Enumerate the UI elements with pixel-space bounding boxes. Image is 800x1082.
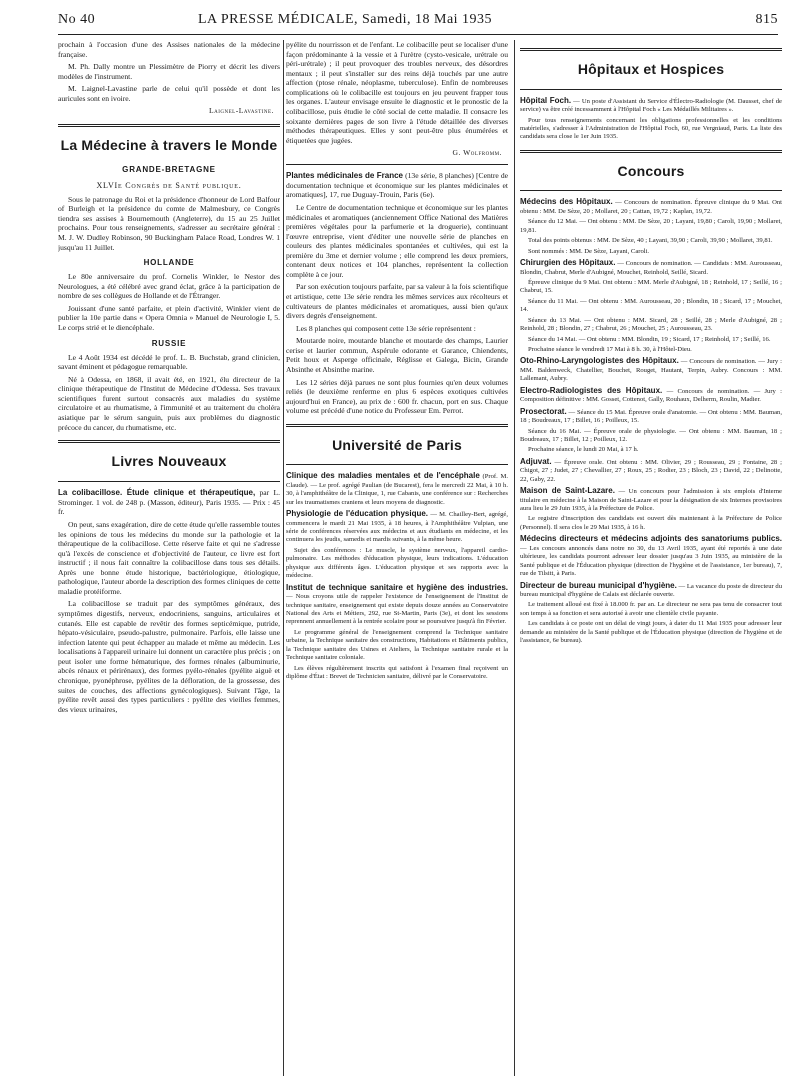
paragraph: Sous le patronage du Roi et la présidence d'honneur de Lord Balfour of Burleigh et la présidence du comte de Malmesbury, ce Congrès tiendra ses assises à Bournemouth (Angleterre), du 15 au 25 Juillet prochains. Pour tous renseignements, s'adresser au secrétaire général : M. J. W. Dudley Robinson, 90 Buckingham Palace Road, Londres W. 1 jusqu'au 11 Juillet. [58, 194, 280, 252]
notice-text: — Concours de nomination. Épreuve clinique du 9 Mai. Ont obtenu : MM. De Sèze, 20 ; Mollaret, 20 ; Cattan, 19,72 ; Kaplan, 19,72. [520, 199, 782, 215]
paragraph: Séance du 11 Mai. — Ont obtenu : MM. Aurousseau, 20 ; Blondin, 18 ; Sicard, 17 ; Mouchet, 14. [520, 297, 782, 314]
paragraph: Total des points obtenus : MM. De Sèze, 40 ; Layani, 39,90 ; Caroli, 39,90 ; Mollaret, 39,81. [528, 237, 773, 245]
paragraph: Le programme général de l'enseignement comprend la Technique sanitaire urbaine, la Technique sanitaire des constructions, Habitations et Bâtiments publics, la Technique sanitaire des Usines et Ateliers, la Technique sanitaire rurale et la Technique sanitaire coloniale. [286, 628, 508, 662]
book-title: Plantes médicinales de France [286, 170, 404, 180]
paragraph: Sont nommés : MM. De Sèze, Layani, Caroli. [528, 247, 650, 255]
section-rule [58, 440, 280, 443]
paragraph: Séance du 16 Mai. — Épreuve orale de physiologie. — Ont obtenu : MM. Bauman, 18 ; Boudreaux, 17 ; Billet, 12 ; Poilleux, 12. [520, 427, 782, 443]
section-title: Livres Nouveaux [111, 453, 227, 470]
notice-text: — M. Chailley-Bert, agrégé, commencera le mardi 21 Mai 1935, à 18 heures, à l'Amphithéâtre Vulpian, une série de conférences réservées aux médecins et aux étudiants en médecine, et les continuera les jeudis, samedis et mardis suivants, à la même heure. [286, 511, 508, 544]
column-1 [58, 40, 280, 1076]
notice-title: Directeur de bureau municipal d'hygiène. [520, 580, 677, 590]
paragraph: Le 80e anniversaire du prof. Cornelis Winkler, le Nestor des Neurologues, a été célébré avec grand éclat, grâce à la participation de nombre de ses collègues de Hollande et de l'Étranger. [58, 272, 280, 301]
section-title: Université de Paris [332, 436, 462, 453]
concours-notices [520, 197, 782, 645]
paragraph: Pour tous renseignements concernant les obligations professionnelles et les conditions matérielles, s'adresser à l'Administration de l'Hôpital Foch, 60, rue Vergniaud, Paris. La liste des candidats sera close le 1er Juin 1935. [520, 116, 782, 141]
paragraph: M. Laignel-Lavastine parle de celui qu'il possède et dont les auricules sont en ivoire. [58, 84, 280, 103]
notice-text: — Séance du 15 Mai. Épreuve orale d'anatomie. — Ont obtenu : MM. Bauman, 18 ; Boudreaux, 17 ; Billet, 16 ; Poilleux, 15. [520, 408, 782, 425]
column-2 [286, 40, 508, 1076]
paragraph: Moutarde noire, moutarde blanche et moutarde des champs, Laurier cerise et laurier commun, Aspérule odorante et Garance, Chiendents, Petit houx et Asperge officinale, Réglisse et Galega, Bicin, Grande Absinthe et Absinthe marine. [286, 336, 508, 374]
notice-text: — La vacance du poste de directeur du bureau municipal d'hygiène de Calais est déclarée ouverte. [520, 582, 782, 598]
signature: G. Wolfromm. [452, 148, 502, 158]
paragraph: Les élèves régulièrement inscrits qui satisfont à l'examen final reçoivent un diplôme d'État : Brevet de Technicien sanitaire, délivré par le Conservatoire. [286, 664, 508, 681]
paragraph: On peut, sans exagération, dire de cette étude qu'elle rassemble toutes les opinions de tous les médecins du monde sur la pathologie et la thérapeutique de la colibacillose. Cette réserve faite et qui ne s'adresse qu'à l'excès de conscience et d'objectivité de l'auteur, ce livre est fort instructif ; il nous fait connaître la colibacillose dans tous ses détails. Après une bonne étude historique, bactériologique, étiologique, pathologique, l'auteur aborde la description des formes cliniques de cette maladie protéiforme. [58, 519, 280, 596]
paragraph: Par son exécution toujours parfaite, par sa valeur à la fois scientifique et artistique, cette 13e série rendra les mêmes services aux récolteurs et cultivateurs de plantes médicinales et aromatiques, aussi bien qu'aux divers degrés d'enseignement. [286, 282, 508, 321]
signature: Laignel-Lavastine. [208, 106, 274, 116]
header-rule [58, 34, 778, 35]
notice-text: (Prof. M. Claude). — Le prof. agrégé Paulian (de Bucarest), fera le mercredi 22 Mai, à 10 h. 30, à l'amphithéâtre de la Clinique, 1, rue Cabanis, une conférence sur : Recherches sur les traumatismes craniens et leurs moyens de diagnostic. [286, 473, 508, 506]
section-title: Concours [617, 162, 685, 179]
paragraph: Né à Odessa, en 1868, il avait été, en 1921, élu directeur de la clinique thérapeutique de l'Institut de Médecine d'Odessa. Ses travaux scientifiques furent surtout consacrés aux maladies du système circulatoire et au rhumatisme, à l'immunité et au traitement du choléra asiatique par le sérum sanguin, puis aux problèmes du diagnostic précoce du cancer, du rhumatisme, etc. [58, 374, 280, 432]
notice-text: — Concours de nomination. — Candidats : MM. Aurousseau, Blondin, Chabrut, Merle d'Aubigné, Mouchet, Reinhold, Seillé, Sicard. [520, 260, 782, 276]
notice-text: — Nous croyons utile de rappeler l'existence de l'enseignement de l'Institut de technique sanitaire, enseignement qui existe depuis douze années au Conservatoire National des Arts et Métiers, 292, rue St-Martin, Paris (3e), et dont les sessions reprennent annuellement à la rentrée scolaire pour se poursuivre jusqu'à fin Février. [286, 593, 508, 626]
page-number: 815 [755, 12, 778, 27]
section-rule [520, 190, 782, 191]
paragraph: Les 8 planches qui composent cette 13e série représentent : [296, 323, 476, 333]
section-rule [520, 89, 782, 90]
notice-title: Médecins directeurs et médecins adjoints des sanatoriums publics. [520, 534, 782, 544]
book-reference: (13e série, 8 planches) [Centre de documentation technique et économique sur les plantes médicinales et aromatiques], 17, rue Duguay-Trouin, Paris (6e). [286, 170, 508, 200]
paragraph: M. Ph. Dally montre un Plessimètre de Piorry et décrit les divers modèles de l'instrument. [58, 62, 280, 81]
congress-heading: XLVIe Congrès de Santé publique. [96, 180, 242, 190]
book-reference: par L. Strominger. 1 vol. de 248 p. (Masson, éditeur), Paris 1935. — Prix : 45 fr. [58, 487, 280, 517]
separator [286, 164, 508, 165]
paragraph: prochain à l'occasion d'une des Assises nationales de la médecine française. [58, 40, 280, 59]
paragraph: La colibacillose se traduit par des symptômes généraux, des symptômes digestifs, nerveux, endocriniens, sanguins, articulaires et cutanés. Elle est capable de revêtir des formes septicémique, putride, hépato-vésiculaire, pseudo-palustre, pulmonaire. Parfois, elle laisse une infection latente qui peut échapper au malade et même au médecin. Les localisations à l'appareil urinaire lui donnent un caractère plus précis ; on peut isoler une forme hématurique, des formes rénales (albuminurie, abcès rénaux et périrénaux), des formes pyélo-rénales (pyélite aiguë et chronique, pyonéphrose, pyélites de la défloration, de la grossesse, des suites de couches, des affections gynécologiques). Suivant l'âge, la pyélite revêt aussi des types particuliers : pyélite des vieilles femmes, des vieux urinaires, [58, 599, 280, 714]
paragraph: Sujet des conférences : Le muscle, le système nerveux, l'appareil cardio-pulmonaire. Les méthodes d'éducation physique, leurs indications. L'éducation physique aux différents âges. L'éducation physique et ses rapports avec la médecine. [286, 546, 508, 580]
section-rule [286, 424, 508, 427]
journal-title: LA PRESSE MÉDICALE, Samedi, 18 Mai 1935 [198, 12, 493, 27]
page-header [58, 12, 778, 32]
notice-title: Institut de technique sanitaire et hygiène des industries. [286, 582, 508, 592]
book-title: La colibacillose. Étude clinique et thérapeutique, [58, 487, 256, 497]
paragraph: Séance du 12 Mai. — Ont obtenu : MM. De Sèze, 20 ; Layani, 19,80 ; Caroli, 19,90 ; Mollaret, 19,81. [520, 218, 782, 234]
country-heading: GRANDE-BRETAGNE [122, 164, 216, 174]
notice-text: — Les concours annoncés dans notre no 30, du 13 Avril 1935, ayant été reportés à une date ultérieure, les candidats pourront adresser leur dossier jusqu'au 3 Juin 1935, au ministère de la Santé publique et de l'Éducation physique (direction de l'hygiène et de l'assistance, 1er bureau), 7, rue de Tilsitt, à Paris. [520, 544, 782, 578]
section-rule [286, 464, 508, 465]
notice-text: — Concours de nomination. — Jury : Composition définitive : MM. Gosset, Cottenot, Gally, Rouhaux, Delherm, Roulin, Madier. [520, 387, 782, 404]
notice-title: Adjuvat. [520, 456, 552, 466]
country-heading: HOLLANDE [143, 258, 195, 268]
notice-text: — Épreuve orale. Ont obtenu : MM. Olivier, 29 ; Rousseau, 29 ; Fontaine, 28 ; Chigot, 27 ; Judet, 27 ; Chevallier, 27 ; Roux, 25 ; Rodier, 23 ; Bloch, 23 ; David, 22 ; Delinotte, 22, Gaby, 22. [520, 458, 782, 483]
paragraph: Jouissant d'une santé parfaite, et plein d'activité, Winkler vient de publier la 10e partie dans « Opera Omnia » Manuel de Neurologie I, 5. Le corps strié et le diencéphale. [58, 303, 280, 332]
paragraph: Séance du 14 Mai. — Ont obtenu : MM. Blondin, 19 ; Sicard, 17 ; Reinhold, 17 ; Seillé, 16. [528, 335, 771, 343]
section-rule [520, 48, 782, 51]
notice-title: Prosectorat. [520, 406, 567, 416]
column-divider [514, 40, 515, 1076]
paragraph: Le registre d'inscription des candidats est ouvert dès maintenant à la Préfecture de Police (Personnel). Il sera clos le 29 Mai 1935, à 16 h. [520, 515, 782, 531]
section-title: Hôpitaux et Hospices [577, 61, 725, 77]
notice-text: — Concours de nomination. — Jury : MM. Baldenweck, Chatellier, Bouchet, Rouget, Hautant, Terpin, Aubry. Concours : MM. Lallemant, Aubry. [520, 358, 782, 383]
paragraph: Épreuve clinique du 9 Mai. Ont obtenu : MM. Merle d'Aubigné, 18 ; Reinhold, 17 ; Seillé, 16 ; Chabrut, 15. [520, 278, 782, 295]
notice-title: Clinique des maladies mentales et de l'encéphale [286, 471, 480, 481]
section-rule [520, 150, 782, 153]
paragraph: Les candidats à ce poste ont un délai de vingt jours, à dater du 11 Mai 1935 pour adresser leur demande au ministère de la Santé publique et de l'Éducation physique (direction de l'hygiène et de l'assistance, 6e bureau). [520, 620, 782, 645]
country-heading: RUSSIE [151, 338, 187, 348]
paragraph: Séance du 13 Mai. — Ont obtenu : MM. Sicard, 28 ; Seillé, 28 ; Merle d'Aubigné, 28 ; Reinhold, 28 ; Blondin, 27 ; Chabrut, 26 ; Mouchet, 25 ; Aurousseau, 23. [520, 316, 782, 333]
notice-title: Chirurgien des Hôpitaux. [520, 258, 616, 268]
paragraph: Le 4 Août 1934 est décédé le prof. L. B. Buchstab, grand clinicien, savant éminent et pédagogue remarquable. [58, 352, 280, 372]
notice-text: — Un poste d'Assistant du Service d'Électro-Radiologie (M. Dausset, chef de service) va être créé incessamment à l'Hôpital Foch « Les Médaillés Militaires ». [520, 97, 782, 114]
column-divider [283, 40, 284, 1076]
section-rule [58, 124, 280, 127]
paragraph: Le traitement alloué est fixé à 18.000 fr. par an. Le directeur ne sera pas tenu de consacrer tout son temps à sa fonction et sera autorisé à avoir une clientèle civile payante. [520, 601, 782, 617]
column-3 [520, 40, 782, 1076]
paragraph: Le Centre de documentation technique et économique sur les plantes médicinales et aromatiques (anciennement Office National des Matières premières végétales pour la parfumerie et la droguerie), continuant l'œuvre entreprise, vient d'éditer une nouvelle série de planches en couleurs des plantes médicinales spontanées et cultivées, qui est la première du 3me et dernier volume ; elle comprend les deux premiers, contenant deux notices et 104 planches, représentent la collection complète à ce jour. [286, 202, 508, 279]
paragraph: Prochaine séance le vendredi 17 Mai à 8 h. 30, à l'Hôtel-Dieu. [528, 346, 692, 353]
notice-title: Médecins des Hôpitaux. [520, 197, 613, 207]
issue-number: No 40 [58, 12, 96, 27]
notice-title: Physiologie de l'éducation physique. [286, 509, 429, 519]
hospital-notices [520, 96, 782, 142]
paragraph: Prochaine séance, le lundi 20 Mai, à 17 h. [528, 446, 639, 454]
paragraph: pyélite du nourrisson et de l'enfant. Le colibacille peut se localiser d'une façon prédominante à la vessie et à l'urètre (cysto-vesicale, urétrale ou péri-urétrale) ; il peut provoquer des troubles nerveux, des désordres mentaux ; il peut s'installer sur des reins déjà touchés par une autre affection (ptose rénale, néoplasme, tuberculose). Enfin de nombreuses complications où le colibacille est toujours en jeu peuvent frapper tous les organes. L'auteur envisage ensuite le diagnostic et le pronostic de la colibacillose, puis étudie le côté social de cette maladie. Il consacre les soixante dernières pages de son livre à l'étude détaillée des diverses méthodes thérapeutiques. Elles y sont peut-être plus énumérées et étiquetées que jugées. [286, 40, 508, 145]
paragraph: Les 12 séries déjà parues ne sont plus fournies qu'en deux volumes reliés (le deuxième renferme en plus 6 espèces exotiques cultivées aujourd'hui en France), au prix de : 600 fr. chacun, port en sus. Chaque volume est précédé d'une notice du Professeur Em. Perrot. [286, 377, 508, 416]
notice-title: Hôpital Foch. [520, 95, 572, 105]
university-notices [286, 471, 508, 681]
notice-title: Oto-Rhino-Laryngologistes des Hôpitaux. [520, 356, 679, 366]
notice-title: Maison de Saint-Lazare. [520, 486, 615, 496]
section-title: La Médecine à travers le Monde [60, 136, 278, 153]
notice-title: Electro-Radiologistes des Hôpitaux. [520, 385, 663, 395]
section-rule [58, 481, 280, 482]
notice-text: — Un concours pour l'admission à six emplois d'Interne titulaire en médecine à la Maison de Saint-Lazare et pour la désignation de six Internes provisoires aura lieu le 29 Juin 1935, à la Préfecture de Police. [520, 488, 782, 512]
